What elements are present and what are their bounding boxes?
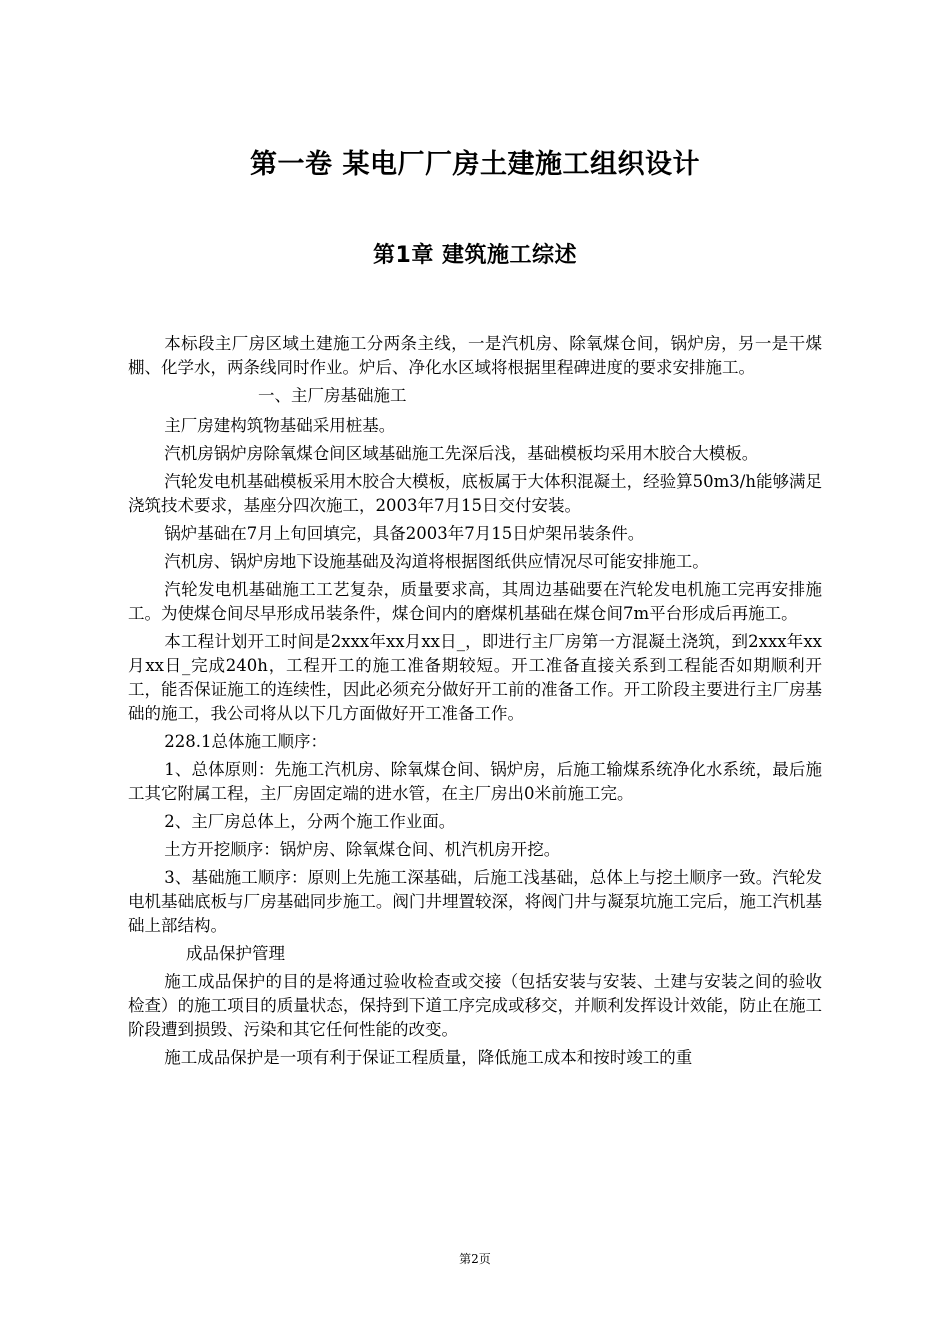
paragraph: 2、主厂房总体上，分两个施工作业面。 [164, 812, 456, 831]
paragraph: 土方开挖顺序：锅炉房、除氧煤仓间、机汽机房开挖。 [164, 840, 561, 859]
paragraph: 施工成品保护是一项有利于保证工程质量，降低施工成本和按时竣工的重 [164, 1048, 693, 1067]
page-number: 第2页 [459, 1252, 491, 1266]
paragraph: 汽机房锅炉房除氧煤仓间区域基础施工先深后浅，基础模板均采用木胶合大模板。 [164, 444, 759, 463]
paragraph: 228.1总体施工顺序： [164, 732, 328, 751]
paragraph: 本标段主厂房区域土建施工分两条主线，一是汽机房、除氧煤仓间，锅炉房，另一是干煤棚、化学水，两条线同时作业。炉后、净化水区域将根据里程碑进度的要求安排施工。 [128, 334, 822, 377]
paragraph: 3、基础施工顺序：原则上先施工深基础，后施工浅基础，总体上与挖土顺序一致。汽轮发电机基础底板与厂房基础同步施工。阀门井埋置较深，将阀门井与凝泵坑施工完后，施工汽机基础上部结构。 [128, 868, 822, 935]
paragraph: 汽轮发电机基础模板采用木胶合大模板，底板属于大体积混凝土，经验算50m3/h能够满足浇筑技术要求，基座分四次施工，2003年7月15日交付安装。 [128, 472, 822, 515]
paragraph: 本工程计划开工时间是2xxx年xx月xx日_，即进行主厂房第一方混凝土浇筑，到2xxx年xx月xx日_完成240h，工程开工的施工准备期较短。开工准备直接关系到工程能否如期顺利开工，能否保证施工的连续性，因此必须充分做好开工前的准备工作。开工阶段主要进行主厂房基础的施工，我公司将从以下几方面做好开工准备工作。 [128, 632, 822, 723]
paragraph: 锅炉基础在7月上旬回填完，具备2003年7月15日炉架吊装条件。 [164, 524, 645, 543]
document-title: 第一卷 某电厂厂房土建施工组织设计 [250, 149, 700, 180]
section-heading: 一、主厂房基础施工 [258, 386, 407, 405]
chapter-title: 第1章 建筑施工综述 [373, 243, 577, 268]
paragraph: 施工成品保护的目的是将通过验收检查或交接（包括安装与安装、土建与安装之间的验收检查）的施工项目的质量状态，保持到下道工序完成或移交，并顺利发挥设计效能，防止在施工阶段遭到损毁、污染和其它任何性能的改变。 [128, 972, 822, 1039]
body-text [128, 332, 822, 1074]
paragraph: 汽机房、锅炉房地下设施基础及沟道将根据图纸供应情况尽可能安排施工。 [164, 552, 709, 571]
paragraph: 1、总体原则：先施工汽机房、除氧煤仓间、锅炉房，后施工输煤系统净化水系统，最后施工其它附属工程，主厂房固定端的进水管，在主厂房出0米前施工完。 [128, 760, 822, 803]
paragraph: 主厂房建构筑物基础采用桩基。 [164, 416, 396, 435]
section-label: 成品保护管理 [186, 944, 285, 963]
paragraph: 汽轮发电机基础施工工艺复杂，质量要求高，其周边基础要在汽轮发电机施工完再安排施工。为使煤仓间尽早形成吊装条件，煤仓间内的磨煤机基础在煤仓间7m平台形成后再施工。 [128, 580, 822, 623]
